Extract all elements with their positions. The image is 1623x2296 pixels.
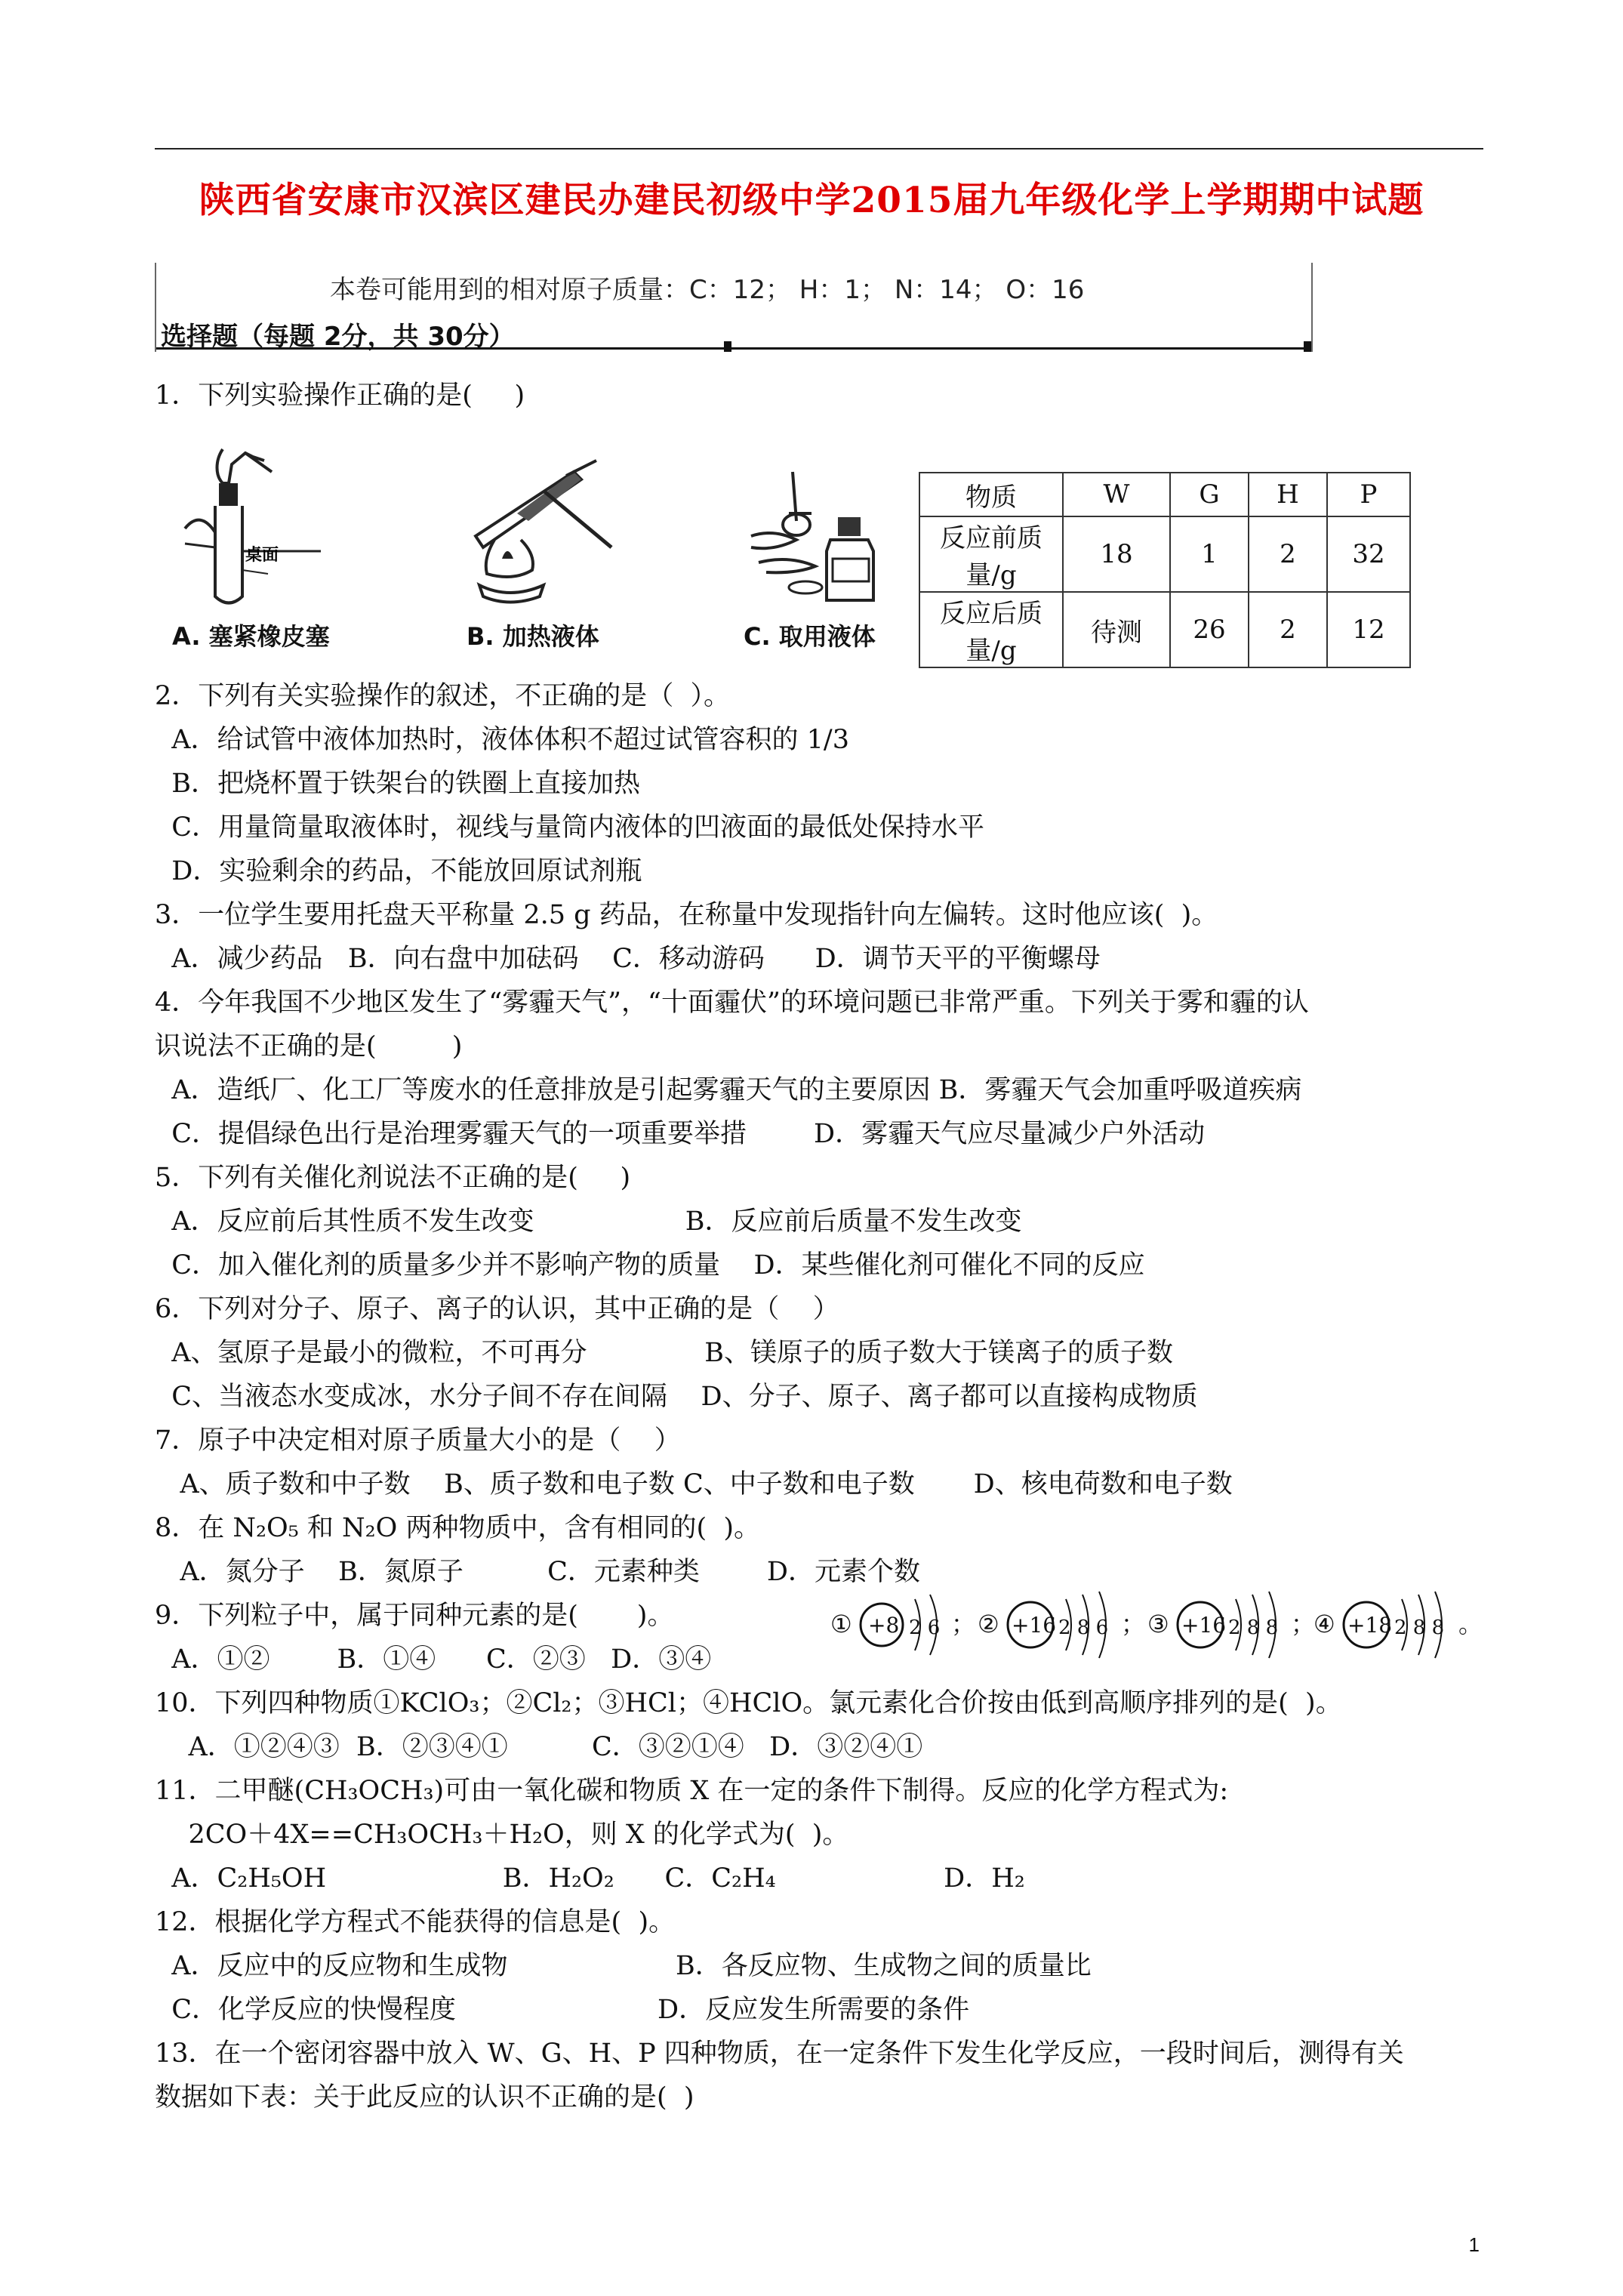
shell-electrons: 2 6 bbox=[909, 1616, 941, 1639]
atomic-mass-note: 本卷可能用到的相对原子质量：C：12； H：1； N：14； O：16 bbox=[330, 275, 1085, 305]
table-cell: P bbox=[1327, 473, 1410, 516]
section-heading: 选择题（每题 2分，共 30分） bbox=[161, 322, 515, 352]
page-number: 1 bbox=[1468, 2233, 1480, 2256]
question-13-cont: 数据如下表：关于此反应的认识不正确的是( ) bbox=[155, 2082, 694, 2113]
equation-line: 2CO＋4X==CH₃OCH₃＋H₂O，则 X 的化学式为( )。 bbox=[155, 1820, 849, 1850]
table-cell: 待测 bbox=[1063, 592, 1170, 667]
question-13: 13．在一个密闭容器中放入 W、G、H、P 四种物质，在一定条件下发生化学反应，一段时间后，测得有关 bbox=[155, 2039, 1404, 2069]
table-row bbox=[919, 473, 1410, 516]
struct-index: ② bbox=[978, 1610, 999, 1638]
question-12: 12．根据化学方程式不能获得的信息是( )。 bbox=[155, 1907, 676, 1937]
table-cell: 反应后质量/g bbox=[919, 592, 1063, 667]
option-line: A．减少药品 B．向右盘中加砝码 C．移动游码 D．调节天平的平衡螺母 bbox=[155, 944, 1101, 974]
atomic-structure-diagrams bbox=[830, 1586, 1487, 1669]
option-line: A．造纸厂、化工厂等废水的任意排放是引起雾霾天气的主要原因 B．雾霾天气会加重呼吸道疾病 bbox=[155, 1075, 1302, 1105]
option-line: D．实验剩余的药品，不能放回原试剂瓶 bbox=[155, 856, 642, 886]
heating-liquid-image bbox=[460, 445, 627, 608]
option-line: A．C₂H₅OH B．H₂O₂ C．C₂H₄ D．H₂ bbox=[155, 1863, 1025, 1894]
svg-text:；: ； bbox=[951, 1610, 976, 1638]
table-cell: 物质 bbox=[919, 473, 1063, 516]
table-cell: 26 bbox=[1170, 592, 1249, 667]
box-underline bbox=[156, 347, 1311, 350]
header-box bbox=[155, 263, 1313, 352]
option-line: A．反应中的反应物和生成物 B．各反应物、生成物之间的质量比 bbox=[155, 1951, 1092, 1981]
struct-index: ④ bbox=[1313, 1610, 1335, 1638]
taking-liquid-image bbox=[744, 468, 910, 608]
question-2: 2．下列有关实验操作的叙述，不正确的是（ ）。 bbox=[155, 681, 731, 711]
question-10: 10．下列四种物质①KClO₃；②Cl₂；③HCl；④HClO。氯元素化合价按由低到高顺序排列的是( )。 bbox=[155, 1688, 1342, 1718]
table-row bbox=[919, 516, 1410, 592]
option-line: C、当液态水变成冰，水分子间不存在间隔 D、分子、原子、离子都可以直接构成物质 bbox=[155, 1382, 1198, 1412]
table-label: 桌面 bbox=[245, 546, 279, 565]
nucleus-label: +16 bbox=[1012, 1613, 1057, 1638]
table-row bbox=[919, 592, 1410, 667]
question-3: 3．一位学生要用托盘天平称量 2.5 g 药品，在称量中发现指针向左偏转。这时他应该( )。 bbox=[155, 900, 1218, 930]
shell-electrons: 2 8 8 bbox=[1394, 1616, 1445, 1639]
option-line: A．①② B．①④ C．②③ D．③④ bbox=[155, 1644, 712, 1675]
question-4-cont: 识说法不正确的是( ) bbox=[155, 1031, 463, 1062]
struct-index: ① bbox=[830, 1610, 852, 1638]
table-cell: H bbox=[1249, 473, 1327, 516]
table-cell: 2 bbox=[1249, 592, 1327, 667]
table-cell: 2 bbox=[1249, 516, 1327, 592]
table-cell: 反应前质量/g bbox=[919, 516, 1063, 592]
option-line: A．反应前后其性质不发生改变 B．反应前后质量不发生改变 bbox=[155, 1207, 1022, 1237]
option-line: A．氮分子 B．氮原子 C．元素种类 D．元素个数 bbox=[155, 1557, 920, 1587]
svg-text:；: ； bbox=[1121, 1610, 1146, 1638]
table-cell: 18 bbox=[1063, 516, 1170, 592]
nucleus-label: +16 bbox=[1181, 1613, 1227, 1638]
table-cell: G bbox=[1170, 473, 1249, 516]
stopper-test-tube-image bbox=[170, 442, 343, 612]
option-line: A．①②④③ B．②③④① C．③②①④ D．③②④① bbox=[155, 1732, 923, 1762]
option-line: C．提倡绿色出行是治理雾霾天气的一项重要举措 D．雾霾天气应尽量减少户外活动 bbox=[155, 1119, 1206, 1149]
nucleus-label: +8 bbox=[868, 1613, 900, 1638]
option-line: B．把烧杯置于铁架台的铁圈上直接加热 bbox=[155, 769, 640, 799]
svg-text:。: 。 bbox=[1458, 1610, 1483, 1638]
table-cell: W bbox=[1063, 473, 1170, 516]
question-9: 9．下列粒子中，属于同种元素的是( )。 bbox=[155, 1601, 674, 1631]
option-line: A、氢原子是最小的微粒，不可再分 B、镁原子的质子数大于镁离子的质子数 bbox=[155, 1338, 1174, 1368]
shell-electrons: 2 8 6 bbox=[1058, 1616, 1109, 1639]
svg-text:；: ； bbox=[1291, 1610, 1316, 1638]
caption-c: C. 取用液体 bbox=[744, 622, 876, 651]
option-line: C．用量筒量取液体时，视线与量筒内液体的凹液面的最低处保持水平 bbox=[155, 812, 985, 843]
box-marker bbox=[1304, 341, 1311, 352]
question-4: 4．今年我国不少地区发生了“雾霾天气”，“十面霾伏”的环境问题已非常严重。下列关于雾和霾的认 bbox=[155, 988, 1309, 1018]
table-cell: 12 bbox=[1327, 592, 1410, 667]
question-6: 6．下列对分子、原子、离子的认识，其中正确的是（ ） bbox=[155, 1294, 839, 1324]
option-line: C．加入催化剂的质量多少并不影响产物的质量 D．某些催化剂可催化不同的反应 bbox=[155, 1250, 1145, 1281]
top-rule bbox=[155, 148, 1483, 149]
nucleus-label: +18 bbox=[1347, 1613, 1393, 1638]
option-line: C．化学反应的快慢程度 D．反应发生所需要的条件 bbox=[155, 1995, 970, 2025]
mass-data-table bbox=[919, 472, 1411, 668]
question-8: 8．在 N₂O₅ 和 N₂O 两种物质中，含有相同的( )。 bbox=[155, 1513, 761, 1543]
question-11: 11．二甲醚(CH₃OCH₃)可由一氧化碳和物质 X 在一定的条件下制得。反应的化学方程式为: bbox=[155, 1776, 1229, 1806]
caption-a: A. 塞紧橡皮塞 bbox=[172, 622, 330, 651]
box-marker bbox=[724, 341, 731, 352]
option-line: A、质子数和中子数 B、质子数和电子数 C、中子数和电子数 D、核电荷数和电子数 bbox=[155, 1469, 1233, 1499]
page-title: 陕西省安康市汉滨区建民办建民初级中学2015届九年级化学上学期期中试题 bbox=[199, 180, 1424, 221]
shell-electrons: 2 8 8 bbox=[1228, 1616, 1279, 1639]
question-7: 7．原子中决定相对原子质量大小的是（ ） bbox=[155, 1425, 681, 1456]
struct-index: ③ bbox=[1147, 1610, 1169, 1638]
question-5: 5．下列有关催化剂说法不正确的是( ) bbox=[155, 1163, 631, 1193]
table-cell: 1 bbox=[1170, 516, 1249, 592]
option-line: A．给试管中液体加热时，液体体积不超过试管容积的 1/3 bbox=[155, 725, 849, 755]
table-cell: 32 bbox=[1327, 516, 1410, 592]
question-1: 1．下列实验操作正确的是( ) bbox=[155, 381, 525, 411]
caption-b: B. 加热液体 bbox=[467, 622, 599, 651]
